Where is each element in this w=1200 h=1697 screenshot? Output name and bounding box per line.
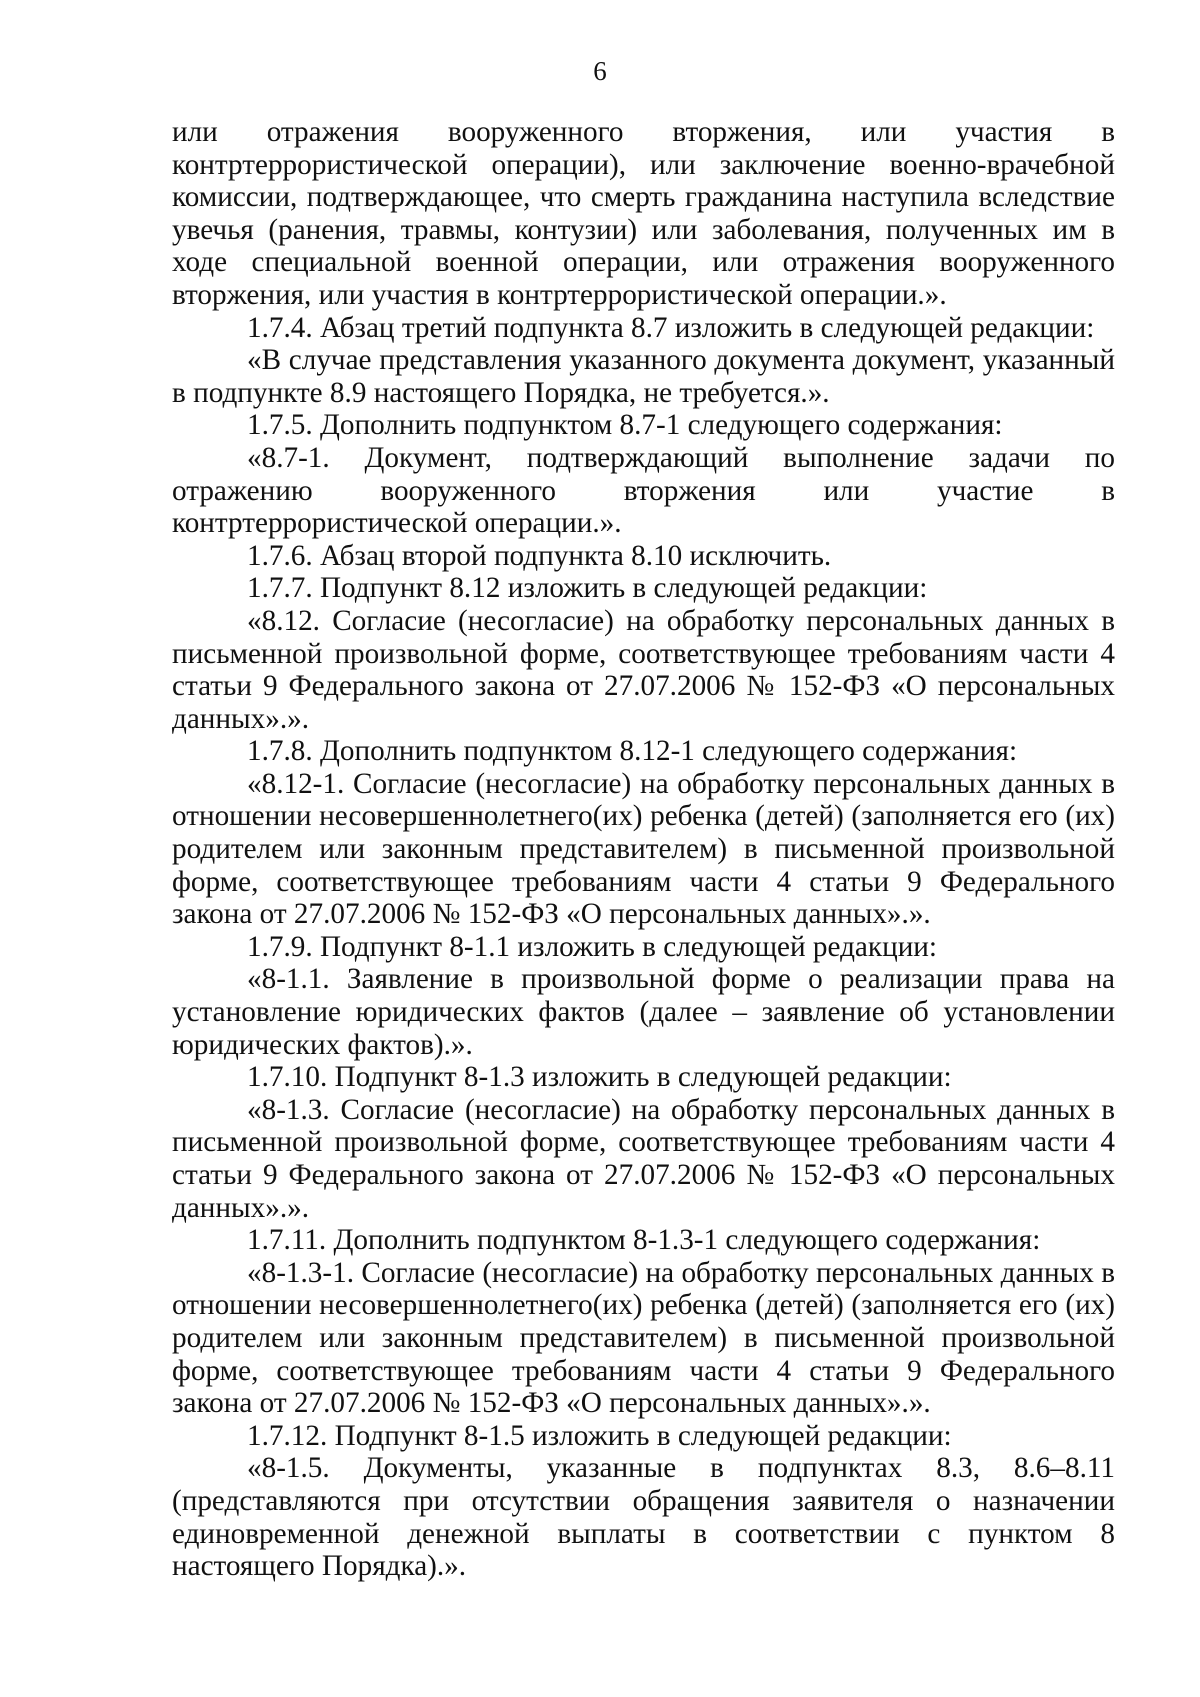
paragraph: 1.7.10. Подпункт 8-1.3 изложить в следующей редакции: — [247, 1061, 952, 1094]
paragraph: 1.7.7. Подпункт 8.12 изложить в следующей редакции: — [247, 572, 928, 605]
page-number: 6 — [593, 56, 607, 86]
paragraph: 1.7.6. Абзац второй подпункта 8.10 исключить. — [247, 539, 832, 572]
paragraph: 1.7.9. Подпункт 8-1.1 изложить в следующей редакции: — [247, 930, 938, 963]
paragraph: 1.7.11. Дополнить подпунктом 8-1.3-1 следующего содержания: — [247, 1224, 1041, 1257]
document-body — [172, 116, 1115, 1583]
paragraph: «8.12. Согласие (несогласие) на обработку персональных данных в письменной произвольной форме, соответствующее требованиям части 4 статьи 9 Федерального закона от 27.07.2006 № 152-ФЗ «О персональных данных».». — [172, 604, 1115, 735]
paragraph: «8-1.5. Документы, указанные в подпунктах 8.3, 8.6–8.11 (представляются при отсутствии обращения заявителя о назначении единовременной денежной выплаты в соответствии с пунктом 8 настоящего Порядка).». — [172, 1452, 1115, 1583]
paragraph: «В случае представления указанного документа документ, указанный в подпункте 8.9 настоящего Порядка, не требуется.». — [172, 344, 1115, 409]
paragraph: 1.7.5. Дополнить подпунктом 8.7-1 следующего содержания: — [247, 409, 1003, 442]
paragraph: «8.7-1. Документ, подтверждающий выполнение задачи по отражению вооруженного вторжения или участие в контртеррористической операции.». — [172, 441, 1115, 540]
paragraph: «8-1.1. Заявление в произвольной форме о реализации права на установление юридических фактов (далее – заявление об установлении юридических фактов).». — [172, 963, 1115, 1061]
paragraph: или отражения вооруженного вторжения, или участия в контртеррористической операции), или заключение военно-врачебной комиссии, подтверждающее, что смерть гражданина наступила вследствие увечья (ранения, травмы, контузии) или заболевания, полученных им в ходе специальной военной операции, или отражения вооруженного вторжения, или участия в контртеррористической операции.». — [172, 116, 1115, 311]
paragraph: «8-1.3. Согласие (несогласие) на обработку персональных данных в письменной произвольной форме, соответствующее требованиям части 4 статьи 9 Федерального закона от 27.07.2006 № 152-ФЗ «О персональных данных».». — [172, 1093, 1115, 1224]
paragraph: «8-1.3-1. Согласие (несогласие) на обработку персональных данных в отношении несовершеннолетнего(их) ребенка (детей) (заполняется его (их) родителем или законным представителем) в письменной произвольной форме, соответствующее требованиям части 4 статьи 9 Федерального закона от 27.07.2006 № 152-ФЗ «О персональных данных».». — [172, 1256, 1115, 1420]
paragraph: 1.7.12. Подпункт 8-1.5 изложить в следующей редакции: — [247, 1419, 952, 1452]
paragraph: 1.7.8. Дополнить подпунктом 8.12-1 следующего содержания: — [247, 735, 1018, 768]
paragraph: «8.12-1. Согласие (несогласие) на обработку персональных данных в отношении несовершеннолетнего(их) ребенка (детей) (заполняется его (их) родителем или законным представителем) в письменной произвольной форме, соответствующее требованиям части 4 статьи 9 Федерального закона от 27.07.2006 № 152-ФЗ «О персональных данных».». — [172, 767, 1115, 931]
paragraph: 1.7.4. Абзац третий подпункта 8.7 изложить в следующей редакции: — [247, 311, 1095, 344]
